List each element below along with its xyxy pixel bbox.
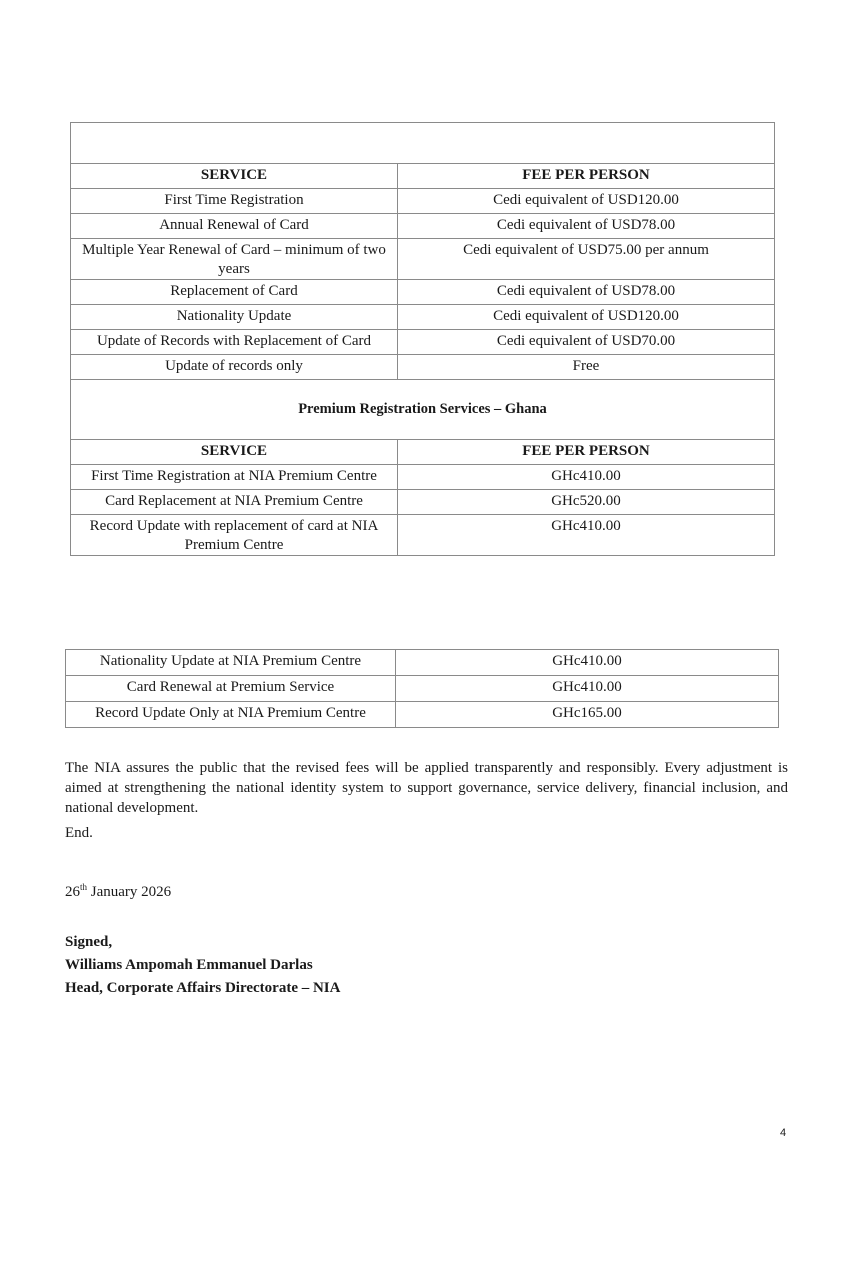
service-cell: Record Update Only at NIA Premium Centre: [66, 702, 396, 728]
fee-cell: GHc520.00: [398, 490, 775, 515]
service-cell: Update of records only: [71, 355, 398, 380]
table-row: [71, 280, 775, 305]
fee-cell: GHc410.00: [396, 676, 779, 702]
header-service: SERVICE: [71, 164, 398, 189]
date-day: 26: [65, 884, 80, 900]
service-cell: Card Replacement at NIA Premium Centre: [71, 490, 398, 515]
fee-cell: GHc165.00: [396, 702, 779, 728]
table-row: [71, 515, 775, 556]
service-cell: First Time Registration at NIA Premium Centre: [71, 465, 398, 490]
premium-section-title: Premium Registration Services – Ghana: [71, 380, 775, 440]
fee-cell: GHc410.00: [398, 515, 775, 556]
premium-table-continued: [65, 649, 779, 728]
fee-cell: Cedi equivalent of USD120.00: [398, 305, 775, 330]
fees-table: [70, 122, 775, 556]
service-cell: Card Renewal at Premium Service: [66, 676, 396, 702]
table-row: [66, 676, 779, 702]
table-row: [71, 189, 775, 214]
release-date: [65, 882, 171, 901]
service-cell: Nationality Update at NIA Premium Centre: [66, 650, 396, 676]
service-cell: Record Update with replacement of card at NIA Premium Centre: [71, 515, 398, 556]
signed-label: Signed,: [65, 934, 113, 950]
table-row: [66, 702, 779, 728]
premium-header-row: [71, 440, 775, 465]
service-cell: Nationality Update: [71, 305, 398, 330]
date-suffix: th: [80, 882, 88, 892]
service-cell: Update of Records with Replacement of Card: [71, 330, 398, 355]
signatory-title: Head, Corporate Affairs Directorate – NIA: [65, 980, 341, 996]
table-row: [71, 330, 775, 355]
fee-cell: Free: [398, 355, 775, 380]
table-row: [71, 490, 775, 515]
fee-cell: Cedi equivalent of USD78.00: [398, 280, 775, 305]
service-cell: Annual Renewal of Card: [71, 214, 398, 239]
fee-cell: Cedi equivalent of USD78.00: [398, 214, 775, 239]
fee-cell: GHc410.00: [398, 465, 775, 490]
header-fee: FEE PER PERSON: [398, 164, 775, 189]
service-cell: First Time Registration: [71, 189, 398, 214]
header-service: SERVICE: [71, 440, 398, 465]
table-row: [71, 305, 775, 330]
fee-cell: Cedi equivalent of USD75.00 per annum: [398, 239, 775, 280]
table-row: [71, 465, 775, 490]
date-month-year: January 2026: [87, 884, 172, 900]
table-row: [66, 650, 779, 676]
table-header-row: [71, 164, 775, 189]
fee-cell: GHc410.00: [396, 650, 779, 676]
fee-cell: Cedi equivalent of USD120.00: [398, 189, 775, 214]
end-text: End.: [65, 825, 93, 841]
premium-section-row: [71, 380, 775, 440]
assurance-paragraph: The NIA assures the public that the revised fees will be applied transparently and responsibly. Every adjustment is aimed at strengthening the national identity system to support governance, service delivery, financial inclusion, and national development.: [65, 760, 788, 816]
service-cell: Replacement of Card: [71, 280, 398, 305]
table-row: [71, 214, 775, 239]
service-cell: Multiple Year Renewal of Card – minimum of two years: [71, 239, 398, 280]
header-fee: FEE PER PERSON: [398, 440, 775, 465]
fee-cell: Cedi equivalent of USD70.00: [398, 330, 775, 355]
table-blank-row: [71, 123, 775, 164]
table-row: [71, 239, 775, 280]
table-row: [71, 355, 775, 380]
signatory-name: Williams Ampomah Emmanuel Darlas: [65, 957, 313, 973]
page-number: 4: [780, 1127, 787, 1139]
